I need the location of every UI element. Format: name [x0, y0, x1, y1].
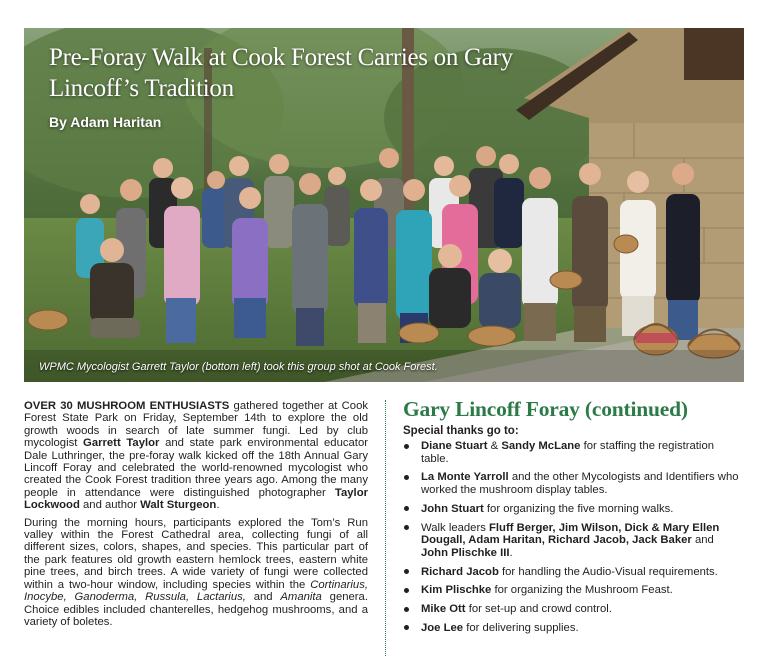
continued-title: Gary Lincoff Foray (continued) — [403, 397, 688, 421]
article-body — [24, 400, 368, 628]
bullet-icon — [404, 475, 409, 480]
list-item: John Stuart for organizing the five morning walks. — [403, 503, 743, 516]
list-item: Walk leaders Fluff Berger, Jim Wilson, Dick & Mary Ellen Dougall, Adam Haritan, Richard Jacob, Jack Baker and John Plischke III. — [403, 522, 743, 560]
thanks-list — [403, 440, 743, 634]
list-item: Mike Ott for set-up and crowd control. — [403, 603, 743, 616]
lead-in: OVER 30 MUSHROOM ENTHUSIASTS — [24, 400, 230, 412]
person-name: Taylor Lockwood — [24, 486, 368, 512]
bullet-icon — [404, 625, 409, 630]
person-name: Walt Sturgeon — [140, 499, 217, 512]
list-item: Richard Jacob for handling the Audio-Visual requirements. — [403, 566, 743, 579]
list-item: Joe Lee for delivering supplies. — [403, 622, 743, 635]
column-divider — [385, 400, 386, 656]
bullet-icon — [404, 444, 409, 449]
continued-section — [403, 396, 743, 641]
article-byline: By Adam Haritan — [49, 114, 162, 130]
article-title: Pre-Foray Walk at Cook Forest Carries on Gary Lincoff’s Tradition — [49, 44, 513, 102]
photo-caption: WPMC Mycologist Garrett Taylor (bottom left) took this group shot at Cook Forest. — [39, 361, 438, 373]
list-item: Diane Stuart & Sandy McLane for staffing the registration table. — [403, 440, 743, 465]
genus-name: Amanita — [280, 591, 322, 604]
bullet-icon — [404, 569, 409, 574]
bullet-icon — [404, 506, 409, 511]
group-photo — [24, 28, 744, 382]
thanks-heading: Special thanks go to: — [403, 425, 519, 437]
list-item: Kim Plischke for organizing the Mushroom Feast. — [403, 584, 743, 597]
bullet-icon — [404, 588, 409, 593]
genus-list: Cortinarius, Inocybe, Ganoderma, Russula, Lactarius, — [24, 578, 368, 604]
bullet-icon — [404, 525, 409, 530]
list-item: La Monte Yarroll and the other Mycologists and Identifiers who worked the mushroom display tables. — [403, 471, 743, 496]
person-name: Garrett Taylor — [83, 437, 160, 450]
article-paragraph-1: OVER 30 MUSHROOM ENTHUSIASTS gathered together at Cook Forest State Park on Friday, September 14th to explore the old growth woods in search of late summer fungi. Led by club mycologist Garrett Taylor and state park environmental educator Dale Luthringer, the pre-foray walk kicked off the 18th Annual Gary Lincoff Foray and celebrated the world-renowned mycologist who created the Cook Forest tradition three years ago. Among the many people in attendance were distinguished photographer Taylor Lockwood and author Walt Sturgeon. — [24, 400, 368, 512]
article-paragraph-2: During the morning hours, participants explored the Tom’s Run valley within the Forest Cathedral area, collecting fungi of all different sizes, colors, shapes, and species. This particular part of the park features old growth eastern hemlock trees, eastern white pine trees, and birch trees. A wide variety of fungi were collected within a two-hour window, including species within the Cortinarius, Inocybe, Ganoderma, Russula, Lactarius, and Amanita genera. Choice edibles included chanterelles, hedgehog mushrooms, and a variety of boletes. — [24, 516, 368, 628]
bullet-icon — [404, 607, 409, 612]
